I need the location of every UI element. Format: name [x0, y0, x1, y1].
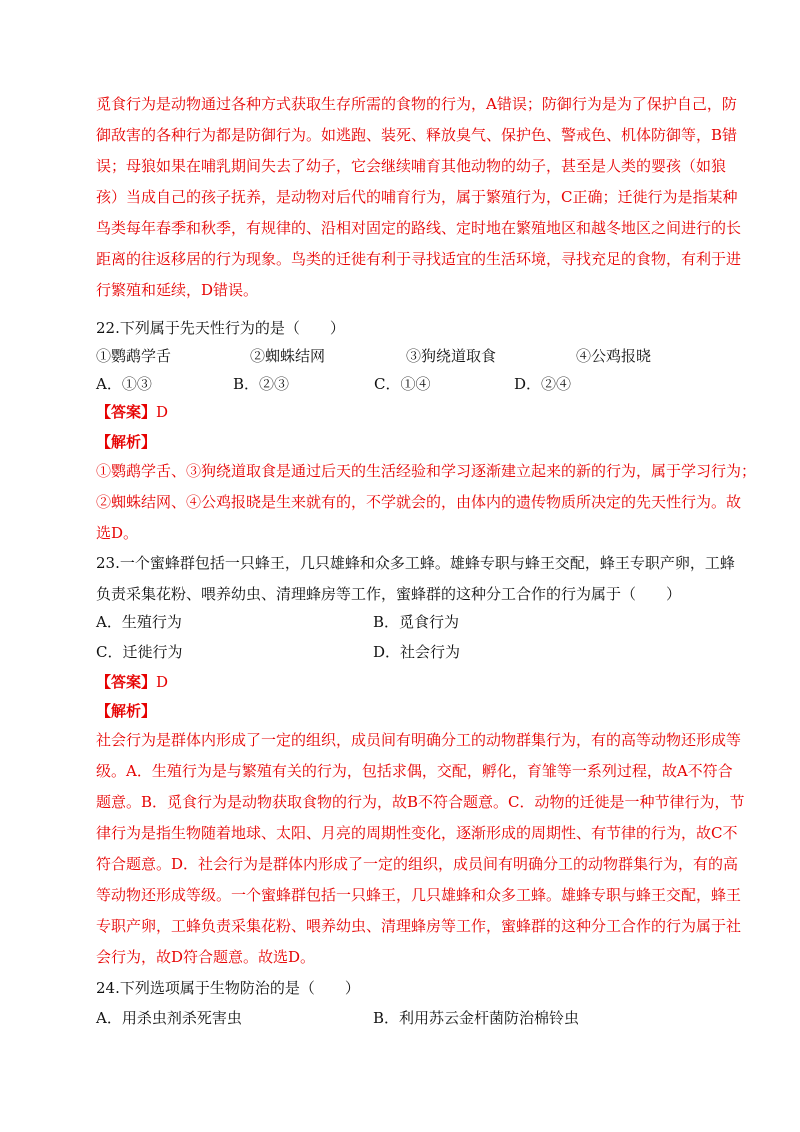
q23-answer: [96, 672, 716, 692]
answer-label: 【答案】: [96, 403, 157, 421]
q22-option-a: A．①③: [96, 375, 152, 393]
q23-analysis-line: 符合题意。D．社会行为是群体内形成了一定的组织，成员间有明确分工的动物群集行为，有的高: [96, 855, 739, 873]
q22-analysis-line: ②蜘蛛结网、④公鸡报晓是生来就有的，不学就会的，由体内的遗传物质所决定的先天性行为。故: [96, 493, 742, 511]
q23-analysis-line: 级。A．生殖行为是与繁殖有关的行为，包括求偶，交配，孵化，育雏等一系列过程，故A不符合: [96, 762, 733, 780]
q24-option-b: B．利用苏云金杆菌防治棉铃虫: [373, 1009, 580, 1027]
q22-item-1: ①鹦鹉学舌: [96, 347, 172, 365]
prev-explanation-line: 鸟类每年春季和秋季，有规律的、沿相对固定的路线、定时地在繁殖地区和越冬地区之间进行的长: [96, 219, 742, 237]
q23-analysis-line: 律行为是指生物随着地球、太阳、月亮的周期性变化，逐渐形成的周期性、有节律的行为，故C不: [96, 824, 738, 842]
prev-explanation-line: 误；母狼如果在哺乳期间失去了幼子，它会继续哺育其他动物的幼子，甚至是人类的婴孩（如狼: [96, 157, 727, 175]
q23-analysis-line: 社会行为是群体内形成了一定的组织，成员间有明确分工的动物群集行为，有的高等动物还形成等: [96, 731, 742, 749]
q23-option-c: C．迁徙行为: [96, 643, 183, 661]
q22-option-d: D．②④: [514, 375, 572, 393]
q22-analysis-line: ①鹦鹉学舌、③狗绕道取食是通过后天的生活经验和学习逐渐建立起来的新的行为，属于学习行为；: [96, 462, 757, 480]
q22-analysis-label: [96, 432, 716, 452]
q23-option-b: B．觅食行为: [373, 613, 460, 631]
prev-explanation-line: 距离的往返移居的行为现象。鸟类的迁徙有利于寻找适宜的生活环境，寻找充足的食物，有利于进: [96, 250, 742, 268]
prev-explanation-line: 御敌害的各种行为都是防御行为。如逃跑、装死、释放臭气、保护色、警戒色、机体防御等，B错: [96, 126, 738, 144]
q23-option-a: A．生殖行为: [96, 613, 182, 631]
answer-value: D: [156, 403, 169, 421]
prev-explanation-line: 行繁殖和延续，D错误。: [96, 281, 259, 299]
q22-item-3: ③狗绕道取食: [406, 347, 497, 365]
q24-option-a: A．用杀虫剂杀死害虫: [96, 1009, 242, 1027]
prev-explanation-line: 孩）当成自己的孩子抚养，是动物对后代的哺育行为，属于繁殖行为，C正确；迁徙行为是指某种: [96, 188, 738, 206]
answer-label: 【答案】: [96, 673, 157, 691]
analysis-label: 【解析】: [96, 433, 157, 451]
question-23-stem: 负责采集花粉、喂养幼虫、清理蜂房等工作，蜜蜂群的这种分工合作的行为属于（ ）: [96, 585, 682, 603]
q23-analysis-line: 题意。B．觅食行为是动物获取食物的行为，故B不符合题意。C．动物的迁徙是一种节律行为，节: [96, 793, 745, 811]
prev-explanation-line: 觅食行为是动物通过各种方式获取生存所需的食物的行为，A错误；防御行为是为了保护自己，防: [96, 95, 737, 113]
q22-item-2: ②蜘蛛结网: [250, 347, 326, 365]
question-23-stem: 23.一个蜜蜂群包括一只蜂王，几只雄蜂和众多工蜂。雄蜂专职与蜂王交配，蜂王专职产卵，工蜂: [96, 554, 735, 572]
answer-value: D: [156, 673, 169, 691]
analysis-label: 【解析】: [96, 702, 157, 720]
q22-option-c: C．①④: [374, 375, 431, 393]
q23-analysis-label: [96, 701, 716, 721]
q23-option-d: D．社会行为: [373, 643, 461, 661]
q22-analysis-line: 选D。: [96, 524, 139, 542]
question-22-stem: 22.下列属于先天性行为的是（ ）: [96, 319, 345, 337]
q23-analysis-line: 会行为，故D符合题意。故选D。: [96, 948, 316, 966]
q23-analysis-line: 专职产卵，工蜂负责采集花粉、喂养幼虫、清理蜂房等工作，蜜蜂群的这种分工合作的行为属于社: [96, 917, 742, 935]
q22-answer: [96, 402, 716, 422]
question-24-stem: 24.下列选项属于生物防治的是（ ）: [96, 979, 360, 997]
q23-analysis-line: 等动物还形成等级。一个蜜蜂群包括一只蜂王，几只雄蜂和众多工蜂。雄蜂专职与蜂王交配，蜂王: [96, 886, 742, 904]
q22-item-4: ④公鸡报晓: [576, 347, 652, 365]
q22-option-b: B．②③: [233, 375, 290, 393]
